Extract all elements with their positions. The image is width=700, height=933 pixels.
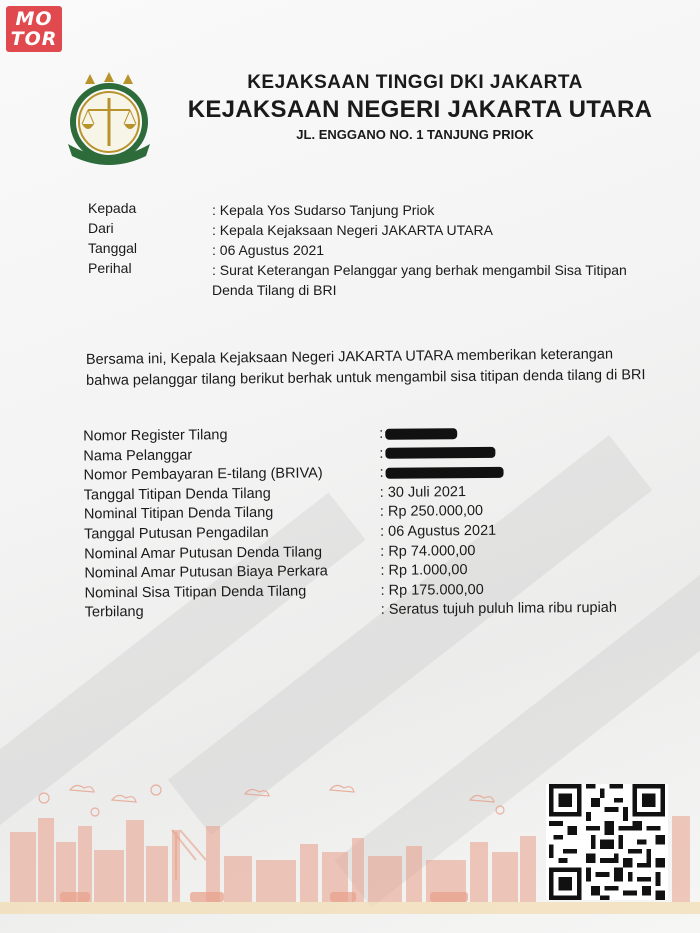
detail-label: Nominal Amar Putusan Denda Tilang bbox=[84, 543, 323, 563]
publisher-watermark bbox=[6, 6, 62, 52]
detail-value: : 30 Juli 2021 bbox=[379, 483, 467, 501]
detail-value: : Rp 250.000,00 bbox=[379, 503, 484, 521]
violation-details bbox=[83, 424, 645, 625]
letterhead-address: JL. ENGGANO NO. 1 TANJUNG PRIOK bbox=[296, 127, 534, 142]
redaction-bar bbox=[386, 467, 504, 479]
prosecutor-emblem-icon bbox=[58, 70, 160, 170]
meta-label: Kepada bbox=[88, 200, 137, 216]
detail-value: : Rp 74.000,00 bbox=[380, 542, 476, 560]
redaction-bar bbox=[385, 447, 495, 459]
detail-value: : Rp 1.000,00 bbox=[380, 562, 468, 580]
watermark-line-2: TOR bbox=[10, 28, 58, 50]
detail-label: Nama Pelanggar bbox=[83, 447, 193, 465]
detail-label: Nomor Register Tilang bbox=[83, 427, 228, 445]
meta-value: : Surat Keterangan Pelanggar yang berhak mengambil Sisa Titipan Denda Tilang di BRI bbox=[212, 262, 627, 298]
redaction-bar bbox=[385, 428, 457, 440]
detail-label: Nominal Titipan Denda Tilang bbox=[83, 505, 274, 523]
detail-label: Nomor Pembayaran E-tilang (BRIVA) bbox=[83, 465, 323, 484]
detail-value: : 06 Agustus 2021 bbox=[379, 522, 497, 540]
meta-value: : Kepala Yos Sudarso Tanjung Priok bbox=[212, 202, 435, 218]
letterhead bbox=[170, 72, 670, 142]
detail-label: Nominal Amar Putusan Biaya Perkara bbox=[84, 563, 328, 582]
watermark-line-1: MO bbox=[15, 8, 53, 30]
detail-label: Terbilang bbox=[84, 604, 144, 621]
detail-value: : bbox=[379, 465, 384, 482]
meta-value: : 06 Agustus 2021 bbox=[212, 242, 325, 258]
detail-value-cell bbox=[380, 484, 466, 501]
detail-label: Tanggal Putusan Pengadilan bbox=[84, 524, 269, 543]
letterhead-line-2: KEJAKSAAN NEGERI JAKARTA UTARA bbox=[187, 96, 653, 123]
detail-value-cell bbox=[380, 503, 483, 520]
detail-value-cell bbox=[379, 425, 457, 442]
body-paragraph: Bersama ini, Kepala Kejaksaan Negeri JAKARTA UTARA memberikan keterangan bahwa pelanggar tilang berikut berhak untuk mengambil sisa titipan denda tilang di BRI bbox=[85, 346, 646, 389]
detail-value-cell bbox=[379, 464, 503, 481]
detail-value-cell bbox=[380, 562, 467, 579]
detail-value-cell bbox=[380, 543, 475, 560]
meta-label: Tanggal bbox=[88, 240, 138, 256]
detail-label: Tanggal Titipan Denda Tilang bbox=[83, 485, 271, 504]
detail-label: Nominal Sisa Titipan Denda Tilang bbox=[84, 583, 307, 602]
detail-value-cell bbox=[381, 582, 484, 599]
letterhead-line-1: KEJAKSAAN TINGGI DKI JAKARTA bbox=[247, 72, 583, 93]
detail-value-cell bbox=[381, 600, 617, 618]
detail-value-cell bbox=[379, 444, 495, 461]
qr-code-icon bbox=[546, 784, 668, 900]
meta-value: : Kepala Kejaksaan Negeri JAKARTA UTARA bbox=[212, 222, 493, 238]
detail-value: : bbox=[379, 445, 384, 462]
detail-value-cell bbox=[380, 523, 496, 540]
detail-value: : Rp 175.000,00 bbox=[380, 581, 484, 599]
meta-label: Perihal bbox=[88, 260, 132, 276]
detail-value: : Seratus tujuh puluh lima ribu rupiah bbox=[380, 600, 617, 619]
meta-label: Dari bbox=[88, 220, 114, 236]
detail-value: : bbox=[379, 425, 384, 442]
